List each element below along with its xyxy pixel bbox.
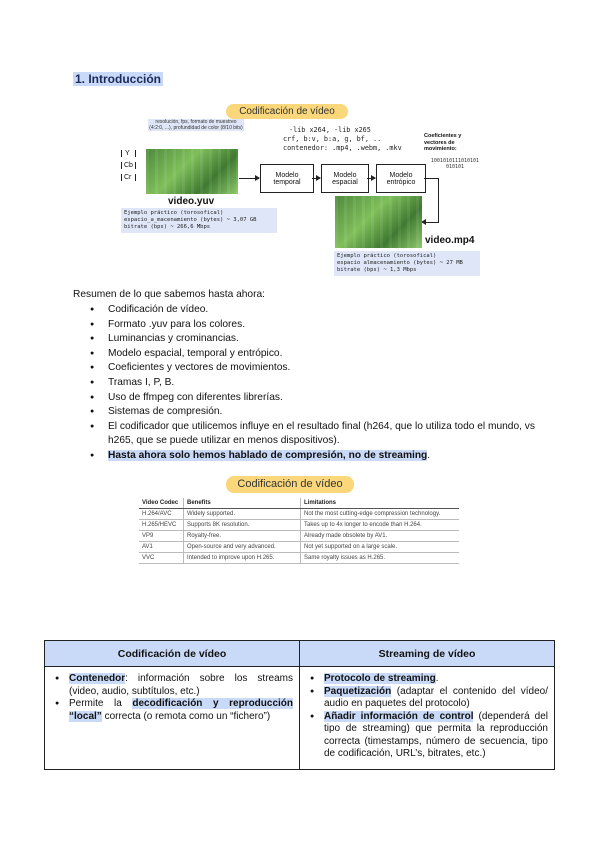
cell: H.264/AVC	[139, 509, 184, 520]
list-item: ● Tramas I, P, B.	[90, 376, 535, 391]
entropic-model-box: Modelo entrópico	[376, 164, 426, 193]
list-text: : información sobre los streams (video, audio, subtítulos, etc.)	[69, 673, 293, 697]
cell: Takes up to 4x longer to encode than H.264.	[301, 520, 460, 531]
channel-cb: Cb	[121, 162, 136, 169]
connector-back	[425, 222, 439, 223]
output-example-note	[334, 251, 480, 276]
arrow-to-temporal	[239, 178, 259, 179]
coefficients-title: Coeficientes y vectores de movimiento:	[424, 133, 462, 152]
table-header-row	[139, 498, 459, 509]
cell: Supports 8K resolution.	[184, 520, 301, 531]
input-note-line: bitrate (bps) ~ 266,6 Mbps	[124, 224, 211, 230]
table-row	[139, 553, 459, 564]
output-note-line: espacio almacenamiento (bytes) ~ 27 MB	[337, 260, 463, 266]
list-item	[51, 673, 293, 698]
output-video-frame	[335, 196, 422, 248]
container-line: contenedor: .mp4, .webm, .mkv	[283, 144, 402, 152]
highlight-text: Contenedor	[69, 673, 126, 684]
compare-header-coding: Codificación de vídeo	[45, 641, 300, 667]
list-text: (adaptar el contenido del vídeo/ audio en paquetes del protocolo)	[324, 685, 548, 709]
list-text: .	[435, 673, 439, 684]
list-item: ● Uso de ffmpeg con diferentes librerías.	[90, 391, 535, 406]
cell: H.265/HEVC	[139, 520, 184, 531]
cell: VP9	[139, 531, 184, 542]
header-limitations: Limitations	[301, 498, 460, 509]
temporal-model-box: Modelo temporal	[260, 164, 314, 193]
list-item: ● Modelo espacial, temporal y entrópico.	[90, 347, 535, 362]
list-item	[306, 711, 548, 761]
diagram-title-pill: Codificación de vídeo	[226, 104, 348, 119]
header-benefits: Benefits	[184, 498, 301, 509]
list-item: ● Sistemas de compresión.	[90, 405, 535, 420]
arrow-to-entropic	[367, 178, 375, 179]
libs-line: -lib x264, -lib x265	[289, 126, 371, 134]
spatial-model-box: Modelo espacial	[321, 164, 369, 193]
input-video-frame	[146, 149, 238, 194]
cell: AV1	[139, 542, 184, 553]
arrow-to-spatial	[312, 178, 320, 179]
cell: Same royalty issues as H.265.	[301, 553, 460, 564]
list-text: correcta (o remota como un “fichero”)	[101, 710, 271, 722]
highlight-text: decodificación y reproducción “local”	[69, 698, 294, 722]
list-item: ● El codificador que utilicemos influye en el resultado final (h264, que lo utiliza todo el mundo, vs h265, que se puede utilizar en menos dispositivos).	[90, 420, 535, 449]
summary-intro: Resumen de lo que sabemos hasta ahora:	[73, 289, 265, 300]
cell: Open-source and very advanced.	[184, 542, 301, 553]
compare-header-row	[45, 641, 555, 667]
output-file-label: video.mp4	[425, 235, 475, 246]
list-text: Permite la	[69, 698, 133, 709]
params-line: crf, b:v, b:a, g, bf, ..	[283, 135, 382, 143]
list-item-tail: .	[427, 449, 431, 461]
channel-cr: Cr	[121, 174, 136, 181]
summary-list	[90, 303, 535, 464]
input-example-note	[121, 208, 277, 233]
highlight-text: Hasta ahora solo hemos hablado de compresión, no de streaming	[108, 449, 428, 461]
input-params-note: resolución, fps, formato de muestreo (4:2:0, ...), profundidad de color (8/10 bits)	[149, 119, 243, 131]
list-item: ● Luminancias y crominancias.	[90, 332, 535, 347]
input-file-label: video.yuv	[168, 196, 215, 207]
coefficients-bits: 1001010111010101 010101	[430, 158, 480, 170]
cell: Intended to improve upon H.265.	[184, 553, 301, 564]
output-note-line: bitrate (bps) ~ 1,3 Mbps	[337, 267, 417, 273]
header-codec: Video Codec	[139, 498, 184, 509]
codec-comparison-table	[139, 498, 459, 564]
coding-vs-streaming-table	[44, 640, 555, 770]
cell: Not the most cutting-edge compression technology.	[301, 509, 460, 520]
cell: Royalty-free.	[184, 531, 301, 542]
list-text: (dependerá del tipo de streaming) que permita la reproducción correcta (timestamps, número de secuencia, tipo de codificación, URL’s, bitrates, etc.)	[324, 710, 548, 759]
compare-header-streaming: Streaming de vídeo	[300, 641, 555, 667]
connector-out	[424, 178, 439, 179]
input-note-line: espacio_a_macenamiento (bytes) ~ 3,07 GB	[124, 217, 257, 223]
cell: Not yet supported on a large scale.	[301, 542, 460, 553]
table-row	[139, 520, 459, 531]
ffmpeg-options	[283, 126, 402, 153]
connector-down	[438, 178, 439, 223]
section-heading: 1. Introducción	[75, 72, 162, 86]
list-item	[51, 698, 293, 723]
table-row	[139, 542, 459, 553]
channel-brackets	[121, 150, 136, 181]
compare-body-row	[45, 667, 555, 770]
output-note-line: Ejemplo práctico (torosofical)	[337, 253, 437, 259]
highlight-text: Paquetización	[324, 685, 392, 697]
table-row	[139, 531, 459, 542]
cell: VVC	[139, 553, 184, 564]
cell: Already made obsolete by AV1.	[301, 531, 460, 542]
list-item	[90, 449, 535, 464]
compare-coding-cell	[45, 667, 300, 770]
list-item	[306, 673, 548, 686]
list-item: ● Codificación de vídeo.	[90, 303, 535, 318]
highlight-text: Protocolo de streaming	[324, 673, 436, 684]
list-item	[306, 686, 548, 711]
input-note-line: Ejemplo práctico (torosofical)	[124, 210, 224, 216]
table-row	[139, 509, 459, 520]
list-item: ● Formato .yuv para los colores.	[90, 318, 535, 333]
compare-streaming-cell	[300, 667, 555, 770]
table-title-pill: Codificación de vídeo	[226, 476, 354, 493]
channel-y: Y	[121, 150, 136, 157]
list-item: ● Coeficientes y vectores de movimientos.	[90, 361, 535, 376]
cell: Widely supported.	[184, 509, 301, 520]
highlight-text: Añadir información de control	[324, 710, 474, 722]
